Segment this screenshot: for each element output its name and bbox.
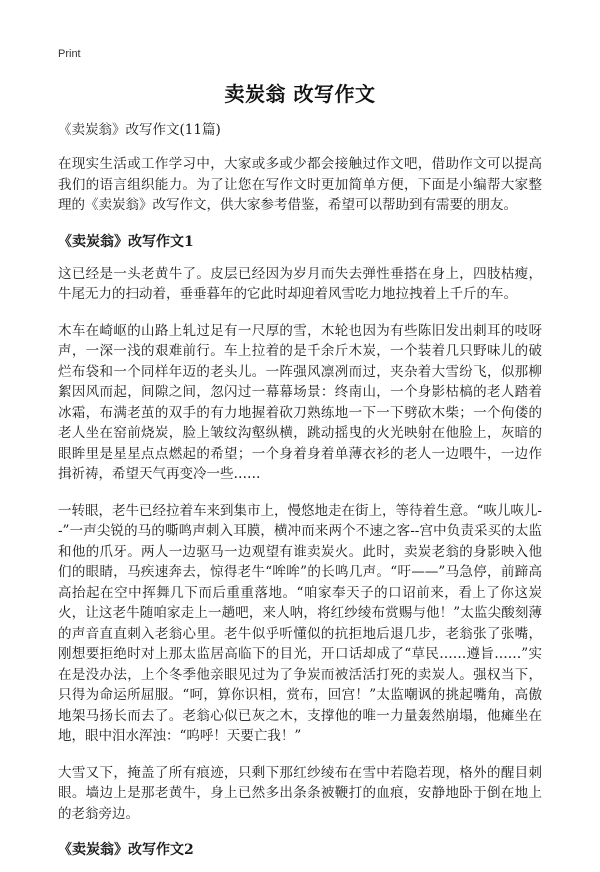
print-link[interactable]: Print: [58, 48, 81, 60]
section-1-paragraph-1: 这已经是一头老黄牛了。皮层已经因为岁月而失去弹性垂搭在身上，四肢枯瘦，牛尾无力的扫动着，垂垂暮年的它此时却迎着风雪吃力地拉拽着上千斤的车。: [58, 265, 542, 302]
section-1-paragraph-4: 大雪又下，掩盖了所有痕迹，只剩下那红纱绫布在雪中若隐若现，格外的醒目刺眼。墙边上是那老黄牛，身上已然多出条条被鞭打的血痕，安静地卧于倒在地上的老翁旁边。: [58, 764, 542, 822]
section-1-paragraph-3: 一转眼，老牛已经拉着车来到集市上，慢悠地走在街上，等待着生意。“咴儿咴儿--”一声尖锐的马的嘶鸣声刺入耳膜，横冲而来两个不速之客--宫中负责采买的太监和他的爪牙。两人一边驱马一边观望有谁卖炭火。此时，卖炭老翁的身影映入他们的眼睛，马疾速奔去，惊得老牛“哞哞”的长鸣几声。“吁——”马急停，前蹄高高抬起在空中挥舞几下而后重重落地。“咱家奉天子的口诏前来，看上了你这炭火，让这老牛随咱家走上一趟吧，来人呐，将红纱绫布赏赐与他！”太监尖酸刻薄的声音直直刺入老翁心里。老牛似乎听懂似的抗拒地后退几步，老翁张了张嘴，刚想要拒绝时对上那太监居高临下的目光，开口话却成了“草民……遵旨……”实在是没办法，上个冬季他亲眼见过为了争炭而被活活打死的卖炭人。强权当下，只得为命运所屈服。“呵，算你识相，赏布，回宫！”太监嘲讽的挑起嘴角，高傲地架马扬长而去了。老翁心似已灰之木，支撑他的唯一力量轰然崩塌，他瘫坐在地，眼中泪水浑浊：“呜呼！天要亡我！”: [58, 502, 542, 744]
section-heading-1: 《卖炭翁》改写作文1: [58, 233, 194, 250]
section-1-paragraph-2: 木车在崎岖的山路上轧过足有一尺厚的雪，木轮也因为有些陈旧发出刺耳的吱呀声，一深一浅的艰难前行。车上拉着的是千余斤木炭，一个装着几只野味儿的破烂布袋和一个同样年迈的老头儿。一阵强风凛冽而过，夹杂着大雪纷飞，似那柳絮因风而起，间隙之间，忽闪过一幕幕场景：终南山，一个身影枯槁的老人踏着冰霜，布满老茧的双手的有力地握着砍刀熟练地一下一下劈砍木柴；一个佝偻的老人坐在窑前烧炭，脸上皱纹沟壑纵横，跳动摇曳的火光映射在他脸上，灰暗的 眼眸里是星星点点燃起的希望；一个身着身着单薄衣衫的老人一边喂牛，一边作揖祈祷，希望天气再变冷一些……: [58, 322, 542, 482]
section-heading-2: 《卖炭翁》改写作文2: [58, 842, 194, 858]
intro-paragraph: 在现实生活或工作学习中，大家或多或少都会接触过作文吧，借助作文可以提高我们的语言组织能力。为了让您在写作文时更加简单方便，下面是小编帮大家整理的《卖炭翁》改写作文，供大家参考借鉴，希望可以帮助到有需要的朋友。: [58, 156, 542, 213]
page-title: 卖炭翁 改写作文: [224, 82, 376, 106]
article-subtitle: 《卖炭翁》改写作文(11篇): [58, 122, 221, 138]
article-body: [58, 120, 542, 872]
